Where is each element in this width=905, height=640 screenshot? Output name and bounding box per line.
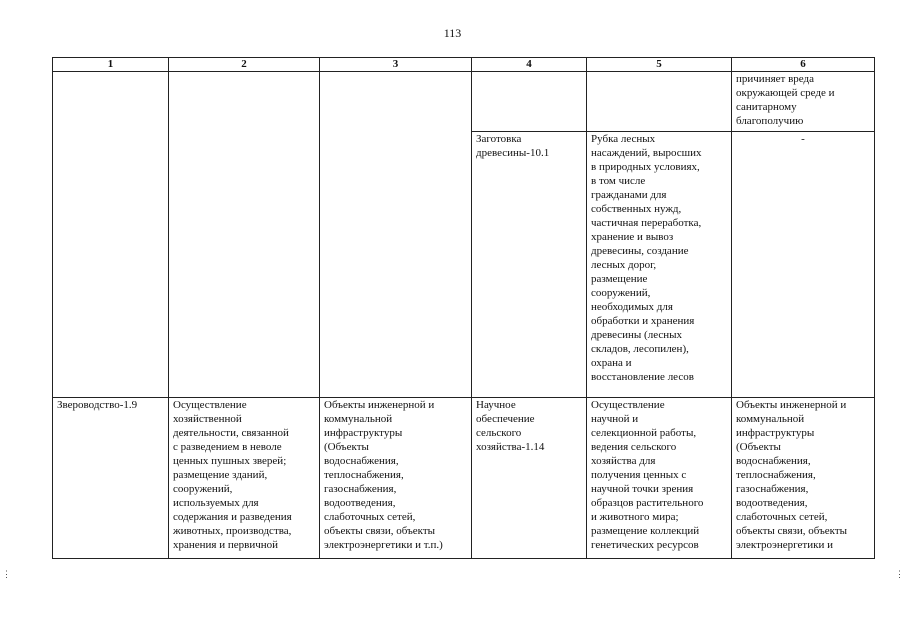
land-use-table	[52, 57, 875, 559]
left-margin-mark: ⋮	[2, 569, 11, 579]
right-margin-mark: ⋮	[895, 569, 904, 579]
table-row	[53, 398, 875, 559]
table-cell: Рубка лесных насаждений, выросших в природных условиях, в том числе гражданами для собственных нужд, частичная переработка, хранение и вывоз древесины, создание лесных дорог, размещение сооружений, необходимых для обработки и хранения древесины (лесных складов, лесопилен), охрана и восстановление лесов	[587, 132, 732, 398]
table-cell: Заготовка древесины-10.1	[472, 132, 587, 398]
column-header-1: 1	[53, 58, 169, 72]
table-cell: причиняет вреда окружающей среде и санитарному благополучию	[732, 72, 875, 132]
table-cell: Объекты инженерной и коммунальной инфраструктуры (Объекты водоснабжения, теплоснабжения, газоснабжения, водоотведения, слаботочных сетей, объекты связи, объекты электроэнергетики и	[732, 398, 875, 559]
table-cell	[169, 72, 320, 398]
table-cell: Осуществление хозяйственной деятельности, связанной с разведением в неволе ценных пушных зверей; размещение зданий, сооружений, используемых для содержания и разведения животных, производства, хранения и первичной	[169, 398, 320, 559]
table-cell	[587, 72, 732, 132]
table-cell	[53, 72, 169, 398]
column-header-5: 5	[587, 58, 732, 72]
table-cell	[320, 72, 472, 398]
table-cell: Научное обеспечение сельского хозяйства-1.14	[472, 398, 587, 559]
table-cell	[472, 72, 587, 132]
table-row	[53, 72, 875, 132]
table-cell: Объекты инженерной и коммунальной инфраструктуры (Объекты водоснабжения, теплоснабжения, газоснабжения, водоотведения, слаботочных сетей, объекты связи, объекты электроэнергетики и т.п.)	[320, 398, 472, 559]
table-cell: Звероводство-1.9	[53, 398, 169, 559]
column-header-3: 3	[320, 58, 472, 72]
table-cell: -	[732, 132, 875, 398]
table-cell: Осуществление научной и селекционной работы, ведения сельского хозяйства для получения ценных с научной точки зрения образцов растительного и животного мира; размещение коллекций генетических ресурсов	[587, 398, 732, 559]
column-header-2: 2	[169, 58, 320, 72]
column-header-6: 6	[732, 58, 875, 72]
column-header-4: 4	[472, 58, 587, 72]
header-row	[53, 58, 875, 72]
page-number: 113	[443, 26, 462, 40]
